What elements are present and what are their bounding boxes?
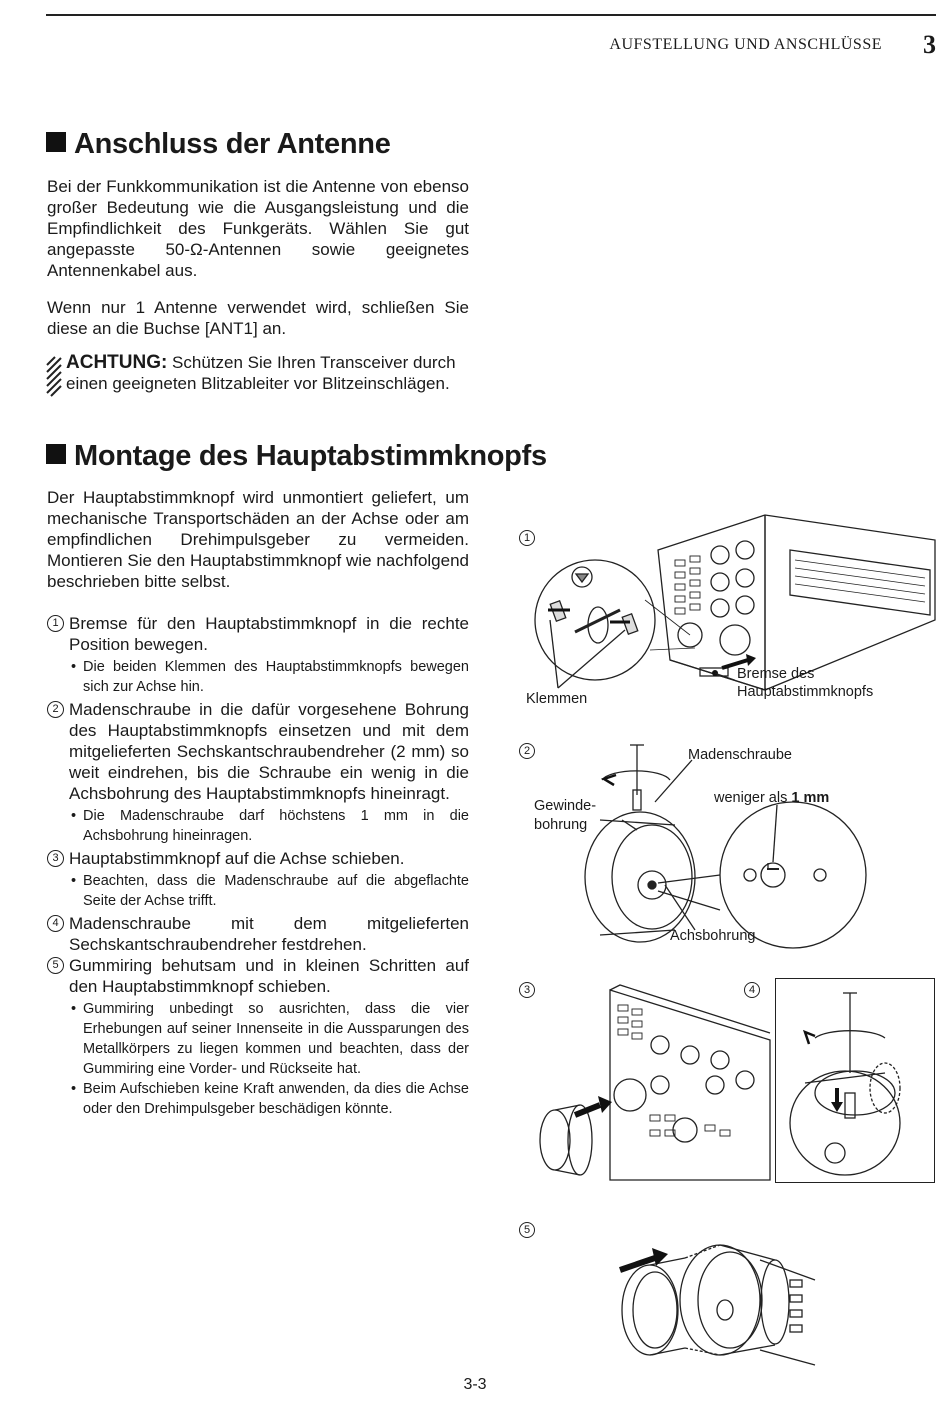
label-brake-line1: Bremse des [737, 666, 815, 682]
step-3 [47, 848, 469, 911]
section-title-knob: Montage des Hauptabstimmknopfs [46, 440, 547, 473]
step-number: 4 [47, 915, 64, 932]
procedure-steps [47, 613, 469, 1121]
label-thread-line1: Gewinde- [534, 798, 597, 814]
step-text: Madenschraube in die dafür vorgesehene Bohrung des Hauptabstimmknopfs einsetzen und mit dem mitgelieferten Sechskantschraubendreher (2 mm) so weit eindrehen, bis die Schraube ein wenig in die Achsbohrung des Hauptabstimmknopfs hineinragt. [69, 700, 469, 803]
running-title: AUFSTELLUNG UND ANSCHLÜSSE [609, 36, 882, 53]
step-text: Gummiring behutsam und in kleinen Schritten auf den Hauptabstimmknopf schieben. [69, 956, 469, 996]
figure-3-number: 3 [519, 982, 535, 998]
step-number: 1 [47, 615, 64, 632]
figure-5-rubber-ring-illustration [610, 1230, 820, 1370]
header-rule [46, 14, 936, 16]
figure-5-number: 5 [519, 1222, 535, 1238]
label-less-value: 1 mm [791, 790, 830, 806]
step-1 [47, 613, 469, 697]
label-brake-line2: Hauptabstimmknopfs [737, 684, 874, 700]
square-bullet-icon [46, 132, 66, 152]
step-note: • Beachten, dass die Madenschraube auf die abgeflachte Seite der Achse trifft. [69, 871, 469, 911]
step-text: Madenschraube mit dem mitgelieferten Sechskantschraubendreher festdrehen. [69, 914, 469, 954]
figure-2-number: 2 [519, 743, 535, 759]
step-number: 5 [47, 957, 64, 974]
label-axle-hole: Achsbohrung [670, 928, 756, 944]
figure-1-number: 1 [519, 530, 535, 546]
figure-1-brake-illustration [510, 510, 940, 700]
step-number: 3 [47, 850, 64, 867]
antenna-paragraph-2: Wenn nur 1 Antenne verwendet wird, schließen Sie diese an die Buchse [ANT1] an. [47, 298, 469, 338]
label-less-than: weniger als 1 mm [714, 790, 830, 806]
label-clamps: Klemmen [526, 691, 588, 707]
step-note: • Die beiden Klemmen des Hauptabstimmknopfs bewegen sich zur Achse hin. [69, 657, 469, 697]
step-text: Hauptabstimmknopf auf die Achse schieben. [69, 849, 405, 868]
page-number: 3-3 [463, 1376, 487, 1393]
caution-hatch-icon [46, 356, 62, 396]
figure-4-tighten-screw-illustration [775, 978, 935, 1183]
caution-note [46, 352, 470, 394]
caution-label: ACHTUNG: [66, 352, 168, 373]
step-note: • Gummiring unbedingt so ausrichten, dass die vier Erhebungen auf seiner Innenseite in die Aussparungen des Metallkörpers zu liegen kommen und beachten, dass der Gummiring eine Vorder- und Rückseite hat. [69, 999, 469, 1079]
square-bullet-icon [46, 444, 66, 464]
label-setscrew: Madenschraube [688, 747, 792, 763]
step-4 [47, 913, 469, 955]
step-2 [47, 699, 469, 846]
caution-text: Schützen Sie Ihren Transceiver durch einen geeigneten Blitzableiter vor Blitzeinschlägen. [66, 353, 456, 393]
chapter-number: 3 [923, 30, 936, 59]
section-title-antenna: Anschluss der Antenne [46, 128, 391, 161]
figure-3-knob-onto-axle-illustration [520, 985, 775, 1185]
step-text: Bremse für den Hauptabstimmknopf in die rechte Position bewegen. [69, 614, 469, 654]
step-number: 2 [47, 701, 64, 718]
antenna-paragraph-1: Bei der Funkkommunikation ist die Antenne von ebenso großer Bedeutung wie die Ausgangsleistung und die Empfindlichkeit des Funkgeräts. Wählen Sie gut angepasste 50-Ω-Antennen sowie geeignetes Antennenkabel aus. [47, 177, 469, 280]
step-note: • Die Madenschraube darf höchstens 1 mm in die Achsbohrung hineinragen. [69, 806, 469, 846]
figure-4-number: 4 [744, 982, 760, 998]
step-note: • Beim Aufschieben keine Kraft anwenden, da dies die Achse oder den Drehimpulsgeber beschädigen könnte. [69, 1079, 469, 1119]
knob-intro-paragraph: Der Hauptabstimmknopf wird unmontiert geliefert, um mechanische Transportschäden an der Achse oder am empfindlichen Drehimpulsgeber zu vermeiden. Montieren Sie den Hauptabstimmknopf wie nachfolgend beschrieben bitte selbst. [47, 488, 469, 591]
step-5 [47, 955, 469, 1119]
label-thread-line2: bohrung [534, 817, 588, 833]
